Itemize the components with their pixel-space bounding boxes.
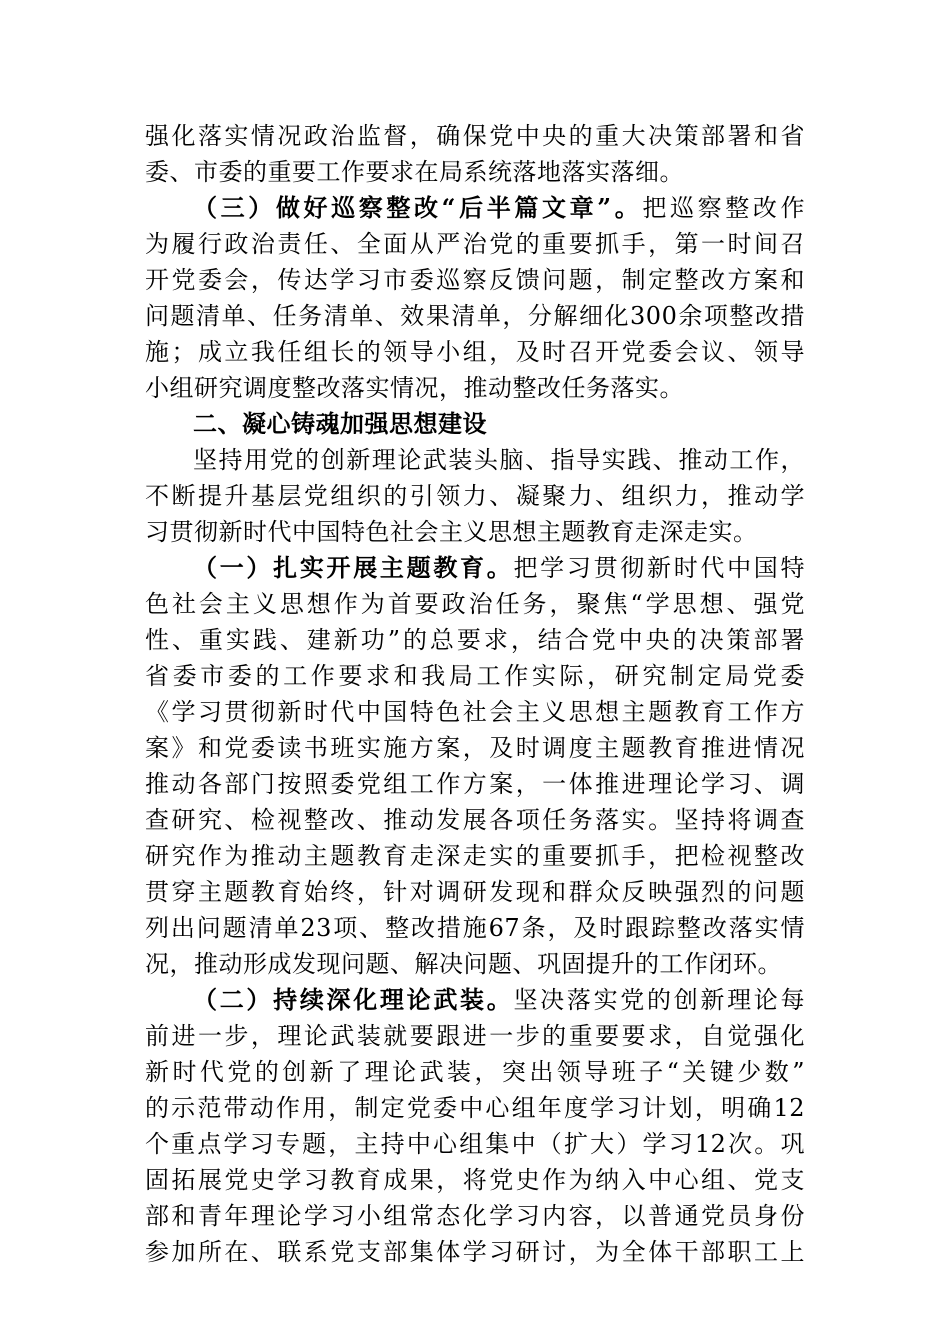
text-line: 委、市委的重要工作要求在局系统落地落实落细。 [145,158,684,186]
document-body [145,118,805,1270]
text-line: 研究作为推动主题教育走深走实的重要抓手，把检视整改 [145,842,805,870]
text-line [145,982,805,1018]
text-line: 省委市委的工作要求和我局工作实际，研究制定局党委 [145,662,805,690]
text-line: 色社会主义思想作为首要政治任务，聚焦“学思想、强党 [145,590,805,618]
text-line: 不断提升基层党组织的引领力、凝聚力、组织力，推动学 [145,482,805,510]
text-line: 习贯彻新时代中国特色社会主义思想主题教育走深走实。 [145,518,758,546]
text-line: 部和青年理论学习小组常态化学习内容，以普通党员身份 [145,1202,805,1230]
section-heading: 二、凝心铸魂加强思想建设 [193,410,487,438]
text-line [145,550,805,586]
text-run: 坚决落实党的创新理论每 [513,986,806,1014]
text-line: 新时代党的创新了理论武装，突出领导班子“关键少数” [145,1058,805,1086]
text-line: 案》和党委读书班实施方案，及时调度主题教育推进情况 [145,734,805,762]
text-line: 《学习贯彻新时代中国特色社会主义思想主题教育工作方 [145,698,805,726]
text-line: 查研究、检视整改、推动发展各项任务落实。坚持将调查 [145,806,805,834]
text-line: 列出问题清单23项、整改措施67条，及时跟踪整改落实情 [145,914,805,942]
text-line [145,190,805,226]
text-line: 推动各部门按照委党组工作方案，一体推进理论学习、调 [145,770,805,798]
text-line: 性、重实践、建新功”的总要求，结合党中央的决策部署 [145,626,805,654]
text-line: 贯穿主题教育始终，针对调研发现和群众反映强烈的问题 [145,878,805,906]
text-line: 参加所在、联系党支部集体学习研讨，为全体干部职工上 [145,1238,805,1266]
text-run: 把巡察整改作 [642,194,806,222]
text-line: 强化落实情况政治监督，确保党中央的重大决策部署和省 [145,122,805,150]
section-lead: （一）扎实开展主题教育。 [193,553,514,582]
text-line: 况，推动形成发现问题、解决问题、巩固提升的工作闭环。 [145,950,782,978]
text-line: 小组研究调度整改落实情况，推动整改任务落实。 [145,374,684,402]
text-line: 开党委会，传达学习市委巡察反馈问题，制定整改方案和 [145,266,805,294]
section-lead: （三）做好巡察整改“后半篇文章”。 [193,193,643,222]
text-line: 的示范带动作用，制定党委中心组年度学习计划，明确12 [145,1094,805,1122]
text-line: 坚持用党的创新理论武装头脑、指导实践、推动工作， [193,446,805,474]
text-line: 个重点学习专题，主持中心组集中（扩大）学习12次。巩 [145,1130,805,1158]
text-line: 为履行政治责任、全面从严治党的重要抓手，第一时间召 [145,230,805,258]
text-line: 固拓展党史学习教育成果，将党史作为纳入中心组、党支 [145,1166,805,1194]
text-line: 施；成立我任组长的领导小组，及时召开党委会议、领导 [145,338,805,366]
text-run: 把学习贯彻新时代中国特 [513,554,806,582]
text-line: 前进一步，理论武装就要跟进一步的重要要求，自觉强化 [145,1022,805,1050]
text-line: 问题清单、任务清单、效果清单，分解细化300余项整改措 [145,302,805,330]
section-lead: （二）持续深化理论武装。 [193,985,514,1014]
